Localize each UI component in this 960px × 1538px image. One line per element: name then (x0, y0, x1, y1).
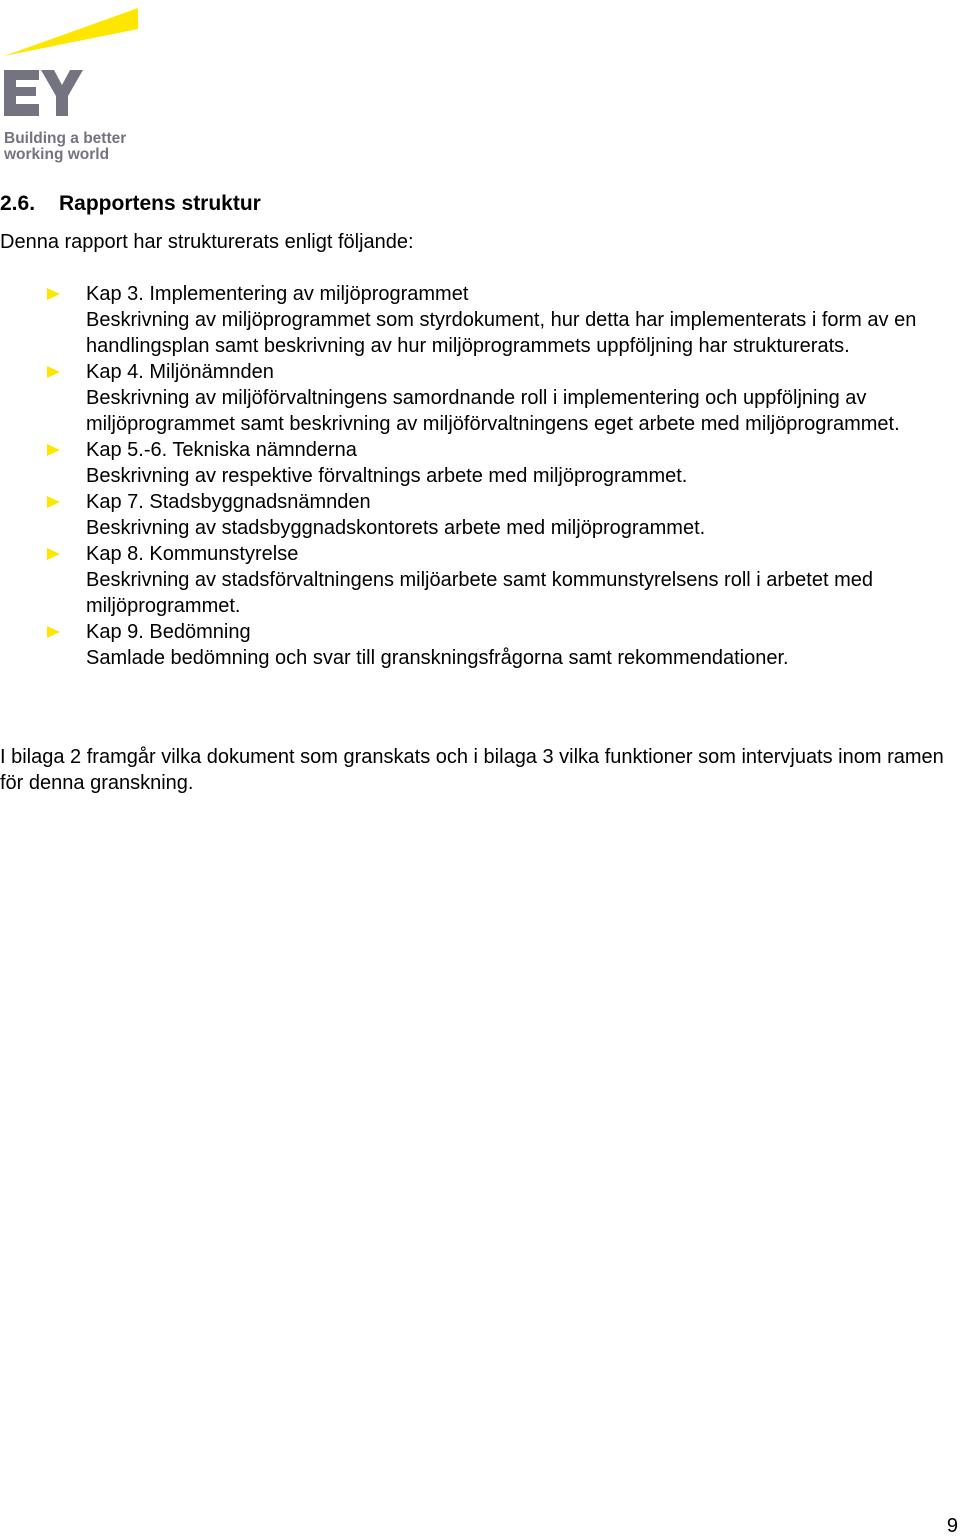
section-number: 2.6. (0, 192, 36, 215)
list-item (0, 619, 960, 671)
chapter-description: Samlade bedömning och svar till granskningsfrågorna samt rekommendationer. (86, 647, 789, 669)
chapter-title: Kap 9. Bedömning (86, 621, 251, 643)
chapter-description: Beskrivning av respektive förvaltnings arbete med miljöprogrammet. (86, 465, 688, 487)
list-item (0, 437, 960, 489)
triangle-right-icon (47, 288, 60, 300)
list-item (0, 281, 960, 359)
list-item (0, 541, 960, 619)
list-item (0, 489, 960, 541)
closing-paragraph: I bilaga 2 framgår vilka dokument som granskats och i bilaga 3 vilka funktioner som intervjuats inom ramen för denna granskning. (0, 746, 944, 794)
chapter-list (0, 281, 960, 671)
ey-logo (0, 0, 150, 170)
triangle-right-icon (47, 548, 60, 560)
svg-text:Building a better: Building a better (4, 130, 127, 147)
chapter-description: Beskrivning av miljöprogrammet som styrdokument, hur detta har implementerats i form av en handlingsplan samt beskrivning av hur miljöprogrammets uppföljning har strukturerats. (86, 309, 917, 357)
chapter-description: Beskrivning av stadsförvaltningens miljöarbete samt kommunstyrelsens roll i arbetet med miljöprogrammet. (86, 569, 874, 617)
triangle-right-icon (47, 366, 60, 378)
triangle-right-icon (47, 626, 60, 638)
intro-text: Denna rapport har strukturerats enligt följande: (0, 231, 414, 253)
page-number: 9 (946, 1515, 958, 1537)
list-item (0, 359, 960, 437)
svg-text:working world: working world (4, 146, 110, 163)
triangle-right-icon (47, 444, 60, 456)
chapter-title: Kap 3. Implementering av miljöprogrammet (86, 283, 469, 305)
chapter-description: Beskrivning av stadsbyggnadskontorets arbete med miljöprogrammet. (86, 517, 706, 539)
chapter-title: Kap 8. Kommunstyrelse (86, 543, 299, 565)
chapter-title: Kap 5.-6. Tekniska nämnderna (86, 439, 357, 461)
section-title: Rapportens struktur (59, 192, 261, 215)
chapter-title: Kap 4. Miljönämnden (86, 361, 274, 383)
chapter-title: Kap 7. Stadsbyggnadsnämnden (86, 491, 371, 513)
triangle-right-icon (47, 496, 60, 508)
chapter-description: Beskrivning av miljöförvaltningens samordnande roll i implementering och uppföljning av miljöprogrammet samt beskrivning av miljöförvaltningens eget arbete med miljöprogrammet. (86, 387, 900, 435)
section-heading (0, 190, 261, 218)
